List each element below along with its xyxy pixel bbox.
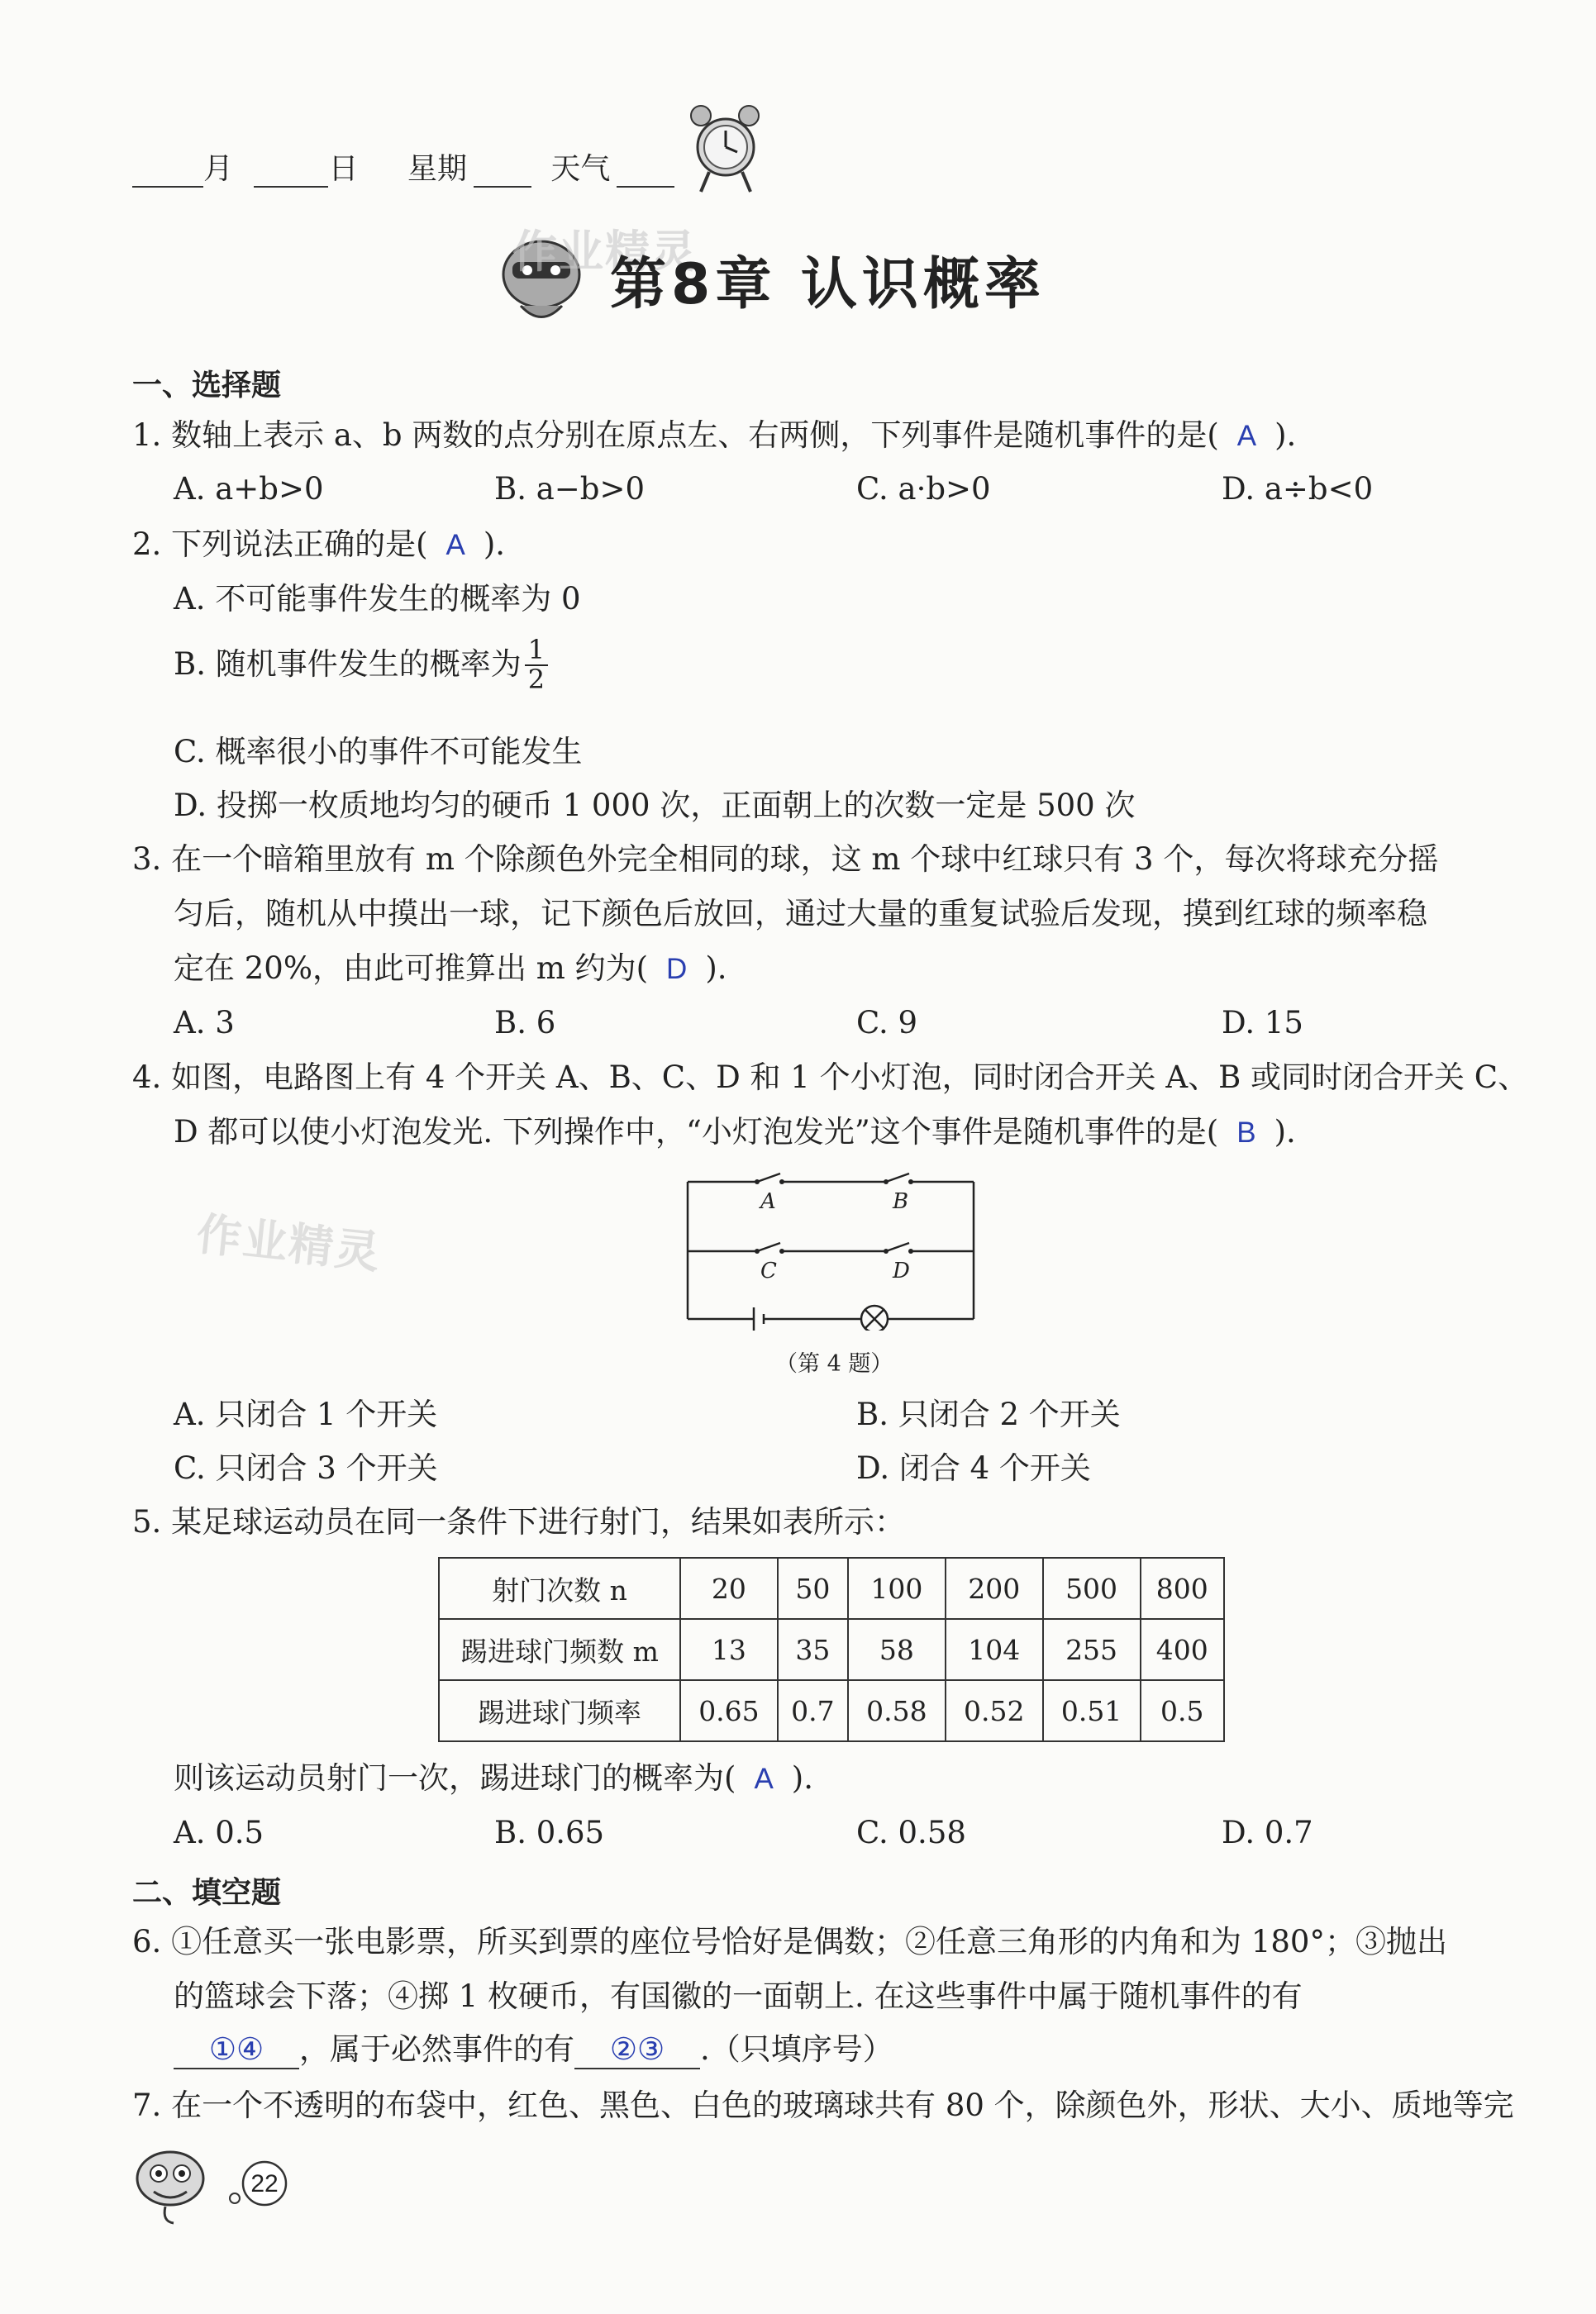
date-weather-header [132,145,674,188]
fraction-one-half: $\frac{1}{2}$ [525,636,548,693]
question-6-answer-random[interactable]: ①④ [174,2031,299,2069]
day-label: 日 [328,152,359,186]
question-4-option-c: C. 只闭合 3 个开关 [174,1450,438,1486]
switch-label-a: A [760,1189,776,1214]
table-row [439,1558,1224,1619]
table-cell: 50 [778,1558,848,1619]
weather-label: 天气 [550,152,611,186]
weekday-label: 星期 [407,152,467,186]
question-2-option-b: B. 随机事件发生的概率为 $\frac{1}{2}$ [174,636,548,693]
question-1-option-b: B. a−b>0 [494,471,646,507]
table-row [439,1680,1224,1741]
question-5-stem: 5. 某足球运动员在同一条件下进行射门，结果如表所示： [132,1504,906,1540]
question-7-line-1: 7. 在一个不透明的布袋中，红色、黑色、白色的玻璃球共有 80 个，除颜色外，形状、大小、质地等完 [132,2088,1514,2123]
question-6-line-2: 的篮球会下落；④掷 1 枚硬币，有国徽的一面朝上. 在这些事件中属于随机事件的有 [174,1978,1303,2014]
question-3-line-2: 匀后，随机从中摸出一球，记下颜色后放回，通过大量的重复试验后发现，摸到红球的频率稳 [174,896,1427,931]
table-cell: 800 [1141,1558,1225,1619]
question-4-option-a: A. 只闭合 1 个开关 [174,1397,438,1432]
question-5-answer: A [754,1763,774,1795]
question-4-option-d: D. 闭合 4 个开关 [856,1450,1091,1486]
question-4-line-1: 4. 如图，电路图上有 4 个开关 A、B、C、D 和 1 个小灯泡，同时闭合开关 A、B 或同时闭合开关 C、 [132,1059,1529,1095]
question-6-line-3: ①④ ，属于必然事件的有 ②③ .（只填序号） [174,2031,893,2069]
switch-label-d: D [893,1259,910,1283]
question-1-answer: A [1236,420,1257,452]
weather-blank[interactable] [617,158,674,188]
table-cell: 200 [946,1558,1043,1619]
question-1-stem: 1. 数轴上表示 a、b 两数的点分别在原点左、右两侧，下列事件是随机事件的是( A ). [132,417,1297,453]
footer-mascot-icon [129,2139,220,2230]
question-2-stem: 2. 下列说法正确的是( A ). [132,526,506,562]
table-cell: 500 [1043,1558,1141,1619]
alarm-clock-icon [676,99,775,198]
watermark-text-2: 作业精灵 [193,1207,384,1279]
question-4-line-2: D 都可以使小灯泡发光. 下列操作中，“小灯泡发光”这个事件是随机事件的是( B ). [174,1114,1296,1150]
month-label: 月 [203,152,234,186]
section-choice-heading: 一、选择题 [132,369,282,402]
question-3-option-d: D. 15 [1222,1005,1303,1040]
figure-caption: （第 4 题） [775,1351,893,1377]
table-cell: 58 [848,1619,946,1680]
table-cell: 20 [680,1558,778,1619]
question-5-option-b: B. 0.65 [494,1815,605,1850]
question-5-conclusion: 则该运动员射门一次，踢进球门的概率为( A ). [174,1760,813,1796]
chapter-title: 第8章 认识概率 [610,252,1046,317]
section-fill-heading: 二、填空题 [132,1876,282,1910]
question-3-line-1: 3. 在一个暗箱里放有 m 个除颜色外完全相同的球，这 m 个球中红球只有 3 个，每次将球充分摇 [132,841,1439,877]
question-5-option-c: C. 0.58 [856,1815,966,1850]
table-cell: 0.52 [946,1680,1043,1741]
page-number: 22 [250,2170,279,2197]
shooting-data-table [438,1557,1225,1742]
question-1-option-d: D. a÷b<0 [1222,471,1374,507]
table-row-label: 射门次数 n [439,1558,680,1619]
question-2-option-d: D. 投掷一枚质地均匀的硬币 1 000 次，正面朝上的次数一定是 500 次 [174,788,1136,823]
question-1-option-a: A. a+b>0 [174,471,324,507]
question-3-option-b: B. 6 [494,1005,556,1040]
page-number-badge [228,2154,289,2215]
table-row-label: 踢进球门频数 m [439,1619,680,1680]
question-6-line-1: 6. ①任意买一张电影票，所买到票的座位号恰好是偶数；②任意三角形的内角和为 180°；③抛出 [132,1924,1447,1959]
weekday-blank[interactable] [474,158,531,188]
table-cell: 35 [778,1619,848,1680]
question-2-answer: A [445,529,465,561]
question-1-option-c: C. a·b>0 [856,471,991,507]
question-3-answer: D [666,953,688,985]
table-cell: 0.65 [680,1680,778,1741]
watermark-text: 作业精灵 [512,226,698,278]
table-cell: 104 [946,1619,1043,1680]
question-4-answer: B [1236,1117,1256,1149]
table-cell: 0.51 [1043,1680,1141,1741]
day-blank[interactable] [254,158,328,188]
circuit-diagram [678,1165,985,1331]
table-cell: 0.7 [778,1680,848,1741]
table-cell: 0.5 [1141,1680,1225,1741]
table-cell: 255 [1043,1619,1141,1680]
switch-label-c: C [760,1259,777,1283]
table-row [439,1619,1224,1680]
table-cell: 400 [1141,1619,1225,1680]
table-cell: 0.58 [848,1680,946,1741]
question-5-option-d: D. 0.7 [1222,1815,1313,1850]
table-row-label: 踢进球门频率 [439,1680,680,1741]
question-6-answer-certain[interactable]: ②③ [574,2031,700,2069]
table-cell: 13 [680,1619,778,1680]
switch-label-b: B [893,1189,909,1214]
question-2-option-c: C. 概率很小的事件不可能发生 [174,734,583,769]
question-3-option-a: A. 3 [174,1005,235,1040]
question-3-line-3: 定在 20%，由此可推算出 m 约为( D ). [174,950,727,986]
question-3-option-c: C. 9 [856,1005,918,1040]
month-blank[interactable] [132,158,203,188]
question-4-option-b: B. 只闭合 2 个开关 [856,1397,1121,1432]
table-cell: 100 [848,1558,946,1619]
question-2-option-a: A. 不可能事件发生的概率为 0 [174,581,581,617]
question-5-option-a: A. 0.5 [174,1815,264,1850]
